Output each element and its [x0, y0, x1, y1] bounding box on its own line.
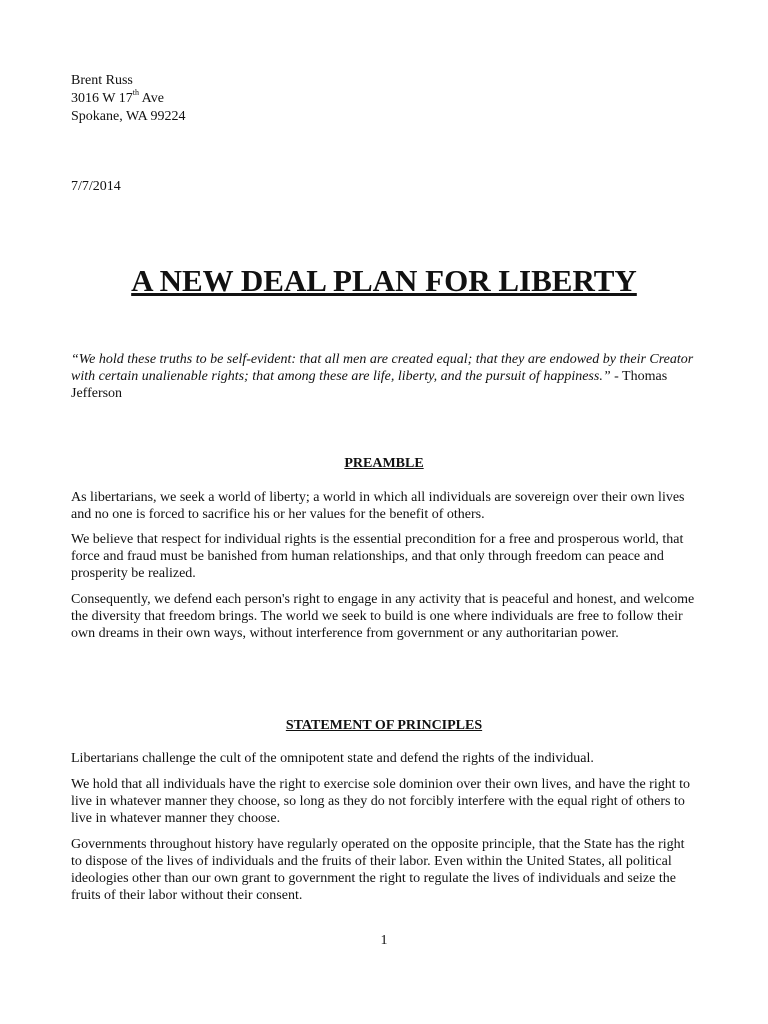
preamble-paragraph-2: We believe that respect for individual rights is the essential precondition for a free and prosperous world, that force and fraud must be banished from human relationships, and that only through freedom can peace and prosperity be realized. — [71, 532, 684, 581]
quote-text: “We hold these truths to be self-evident: that all men are created equal; that they are endowed by their Creator with certain unalienable rights; that among these are life, liberty, and the pursuit of happiness.” — [71, 352, 694, 384]
jefferson-quote — [71, 351, 711, 402]
preamble-paragraph-1: As libertarians, we seek a world of liberty; a world in which all individuals are sovereign over their own lives and no one is forced to sacrifice his or her values for the benefit of others. — [71, 490, 685, 522]
principles-paragraph-2: We hold that all individuals have the right to exercise sole dominion over their own lives, and have the right to live in whatever manner they choose, so long as they do not forcibly interfere with the equal right of others to live in whatever manner they choose. — [71, 777, 691, 826]
preamble-heading: PREAMBLE — [344, 456, 424, 471]
quote-attribution: - Thomas Jefferson — [71, 369, 668, 401]
sender-address — [71, 72, 701, 126]
document-title: A NEW DEAL PLAN FOR LIBERTY — [131, 263, 637, 298]
principles-paragraph-1: Libertarians challenge the cult of the omnipotent state and defend the rights of the individual. — [71, 751, 594, 766]
sender-street: 3016 W 17th Ave — [71, 88, 164, 106]
preamble-paragraph-3: Consequently, we defend each person's right to engage in any activity that is peaceful and honest, and welcome the diversity that freedom brings. The world we seek to build is one where individuals are free to follow their own dreams in their own ways, without interference from government or any authoritarian power. — [71, 592, 695, 641]
sender-city: Spokane, WA 99224 — [71, 109, 186, 124]
letter-date: 7/7/2014 — [71, 179, 121, 194]
principles-paragraph-3: Governments throughout history have regularly operated on the opposite principle, that the State has the right to dispose of the lives of individuals and the fruits of their labor. Even within the United States, all political ideologies other than our own grant to government the right to regulate the lives of individuals and seize the fruits of their labor without their consent. — [71, 837, 685, 903]
page-number: 1 — [380, 933, 388, 948]
sender-name: Brent Russ — [71, 73, 133, 88]
principles-heading: STATEMENT OF PRINCIPLES — [285, 718, 483, 733]
